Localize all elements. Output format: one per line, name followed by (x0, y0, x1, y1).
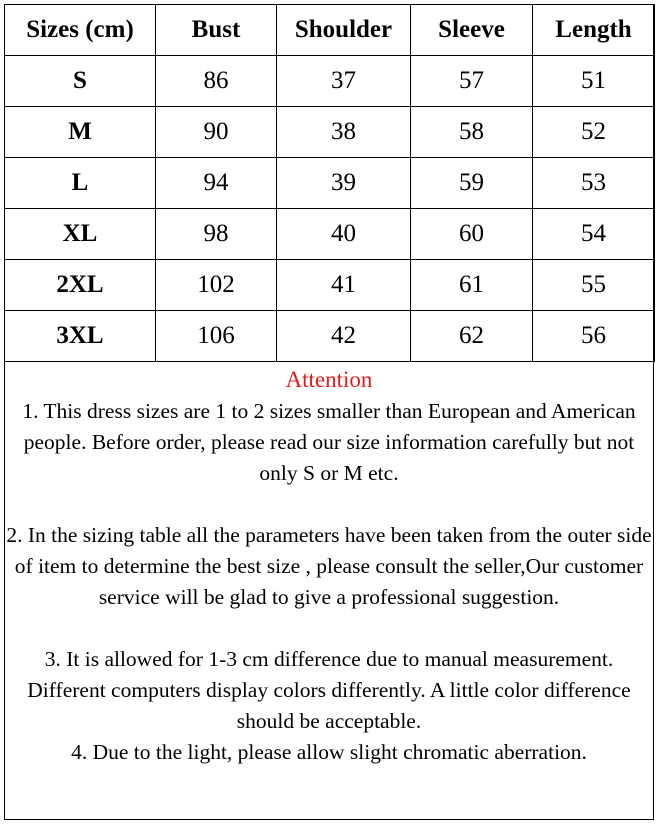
shoulder-cell: 37 (277, 56, 411, 107)
table-row (5, 107, 655, 158)
length-cell: 55 (533, 260, 655, 311)
length-cell: 56 (533, 311, 655, 362)
header-sleeve: Sleeve (411, 5, 533, 56)
size-table (4, 4, 655, 362)
shoulder-cell: 38 (277, 107, 411, 158)
attention-heading: Attention (285, 367, 373, 392)
shoulder-cell: 39 (277, 158, 411, 209)
table-row (5, 56, 655, 107)
bust-cell: 102 (156, 260, 277, 311)
size-cell: M (5, 107, 156, 158)
attention-notes (6, 364, 652, 768)
length-cell: 51 (533, 56, 655, 107)
header-length: Length (533, 5, 655, 56)
shoulder-cell: 41 (277, 260, 411, 311)
note-2: 2. In the sizing table all the parameters have been taken from the outer side of item to determine the best size , please consult the seller,Our customer service will be glad to give a professional suggestion. (6, 523, 652, 609)
table-row (5, 209, 655, 260)
size-cell: 3XL (5, 311, 156, 362)
size-cell: S (5, 56, 156, 107)
size-cell: L (5, 158, 156, 209)
length-cell: 54 (533, 209, 655, 260)
table-row (5, 260, 655, 311)
paragraph-gap (6, 613, 652, 644)
sleeve-cell: 60 (411, 209, 533, 260)
sleeve-cell: 62 (411, 311, 533, 362)
size-cell: XL (5, 209, 156, 260)
paragraph-gap (6, 489, 652, 520)
shoulder-cell: 42 (277, 311, 411, 362)
bust-cell: 94 (156, 158, 277, 209)
table-header-row (5, 5, 655, 56)
header-shoulder: Shoulder (277, 5, 411, 56)
note-3: 3. It is allowed for 1-3 cm difference due to manual measurement. Different computers display colors differently. A little color difference should be acceptable. (27, 647, 631, 733)
shoulder-cell: 40 (277, 209, 411, 260)
table-row (5, 158, 655, 209)
bust-cell: 86 (156, 56, 277, 107)
bust-cell: 90 (156, 107, 277, 158)
header-bust: Bust (156, 5, 277, 56)
length-cell: 53 (533, 158, 655, 209)
size-cell: 2XL (5, 260, 156, 311)
bust-cell: 106 (156, 311, 277, 362)
sleeve-cell: 58 (411, 107, 533, 158)
note-1: 1. This dress sizes are 1 to 2 sizes smaller than European and American people. Before order, please read our size information carefully but not only S or M etc. (22, 399, 636, 485)
header-sizes: Sizes (cm) (5, 5, 156, 56)
note-4: 4. Due to the light, please allow slight chromatic aberration. (71, 740, 587, 764)
bust-cell: 98 (156, 209, 277, 260)
table-row (5, 311, 655, 362)
sleeve-cell: 61 (411, 260, 533, 311)
sleeve-cell: 57 (411, 56, 533, 107)
length-cell: 52 (533, 107, 655, 158)
sleeve-cell: 59 (411, 158, 533, 209)
